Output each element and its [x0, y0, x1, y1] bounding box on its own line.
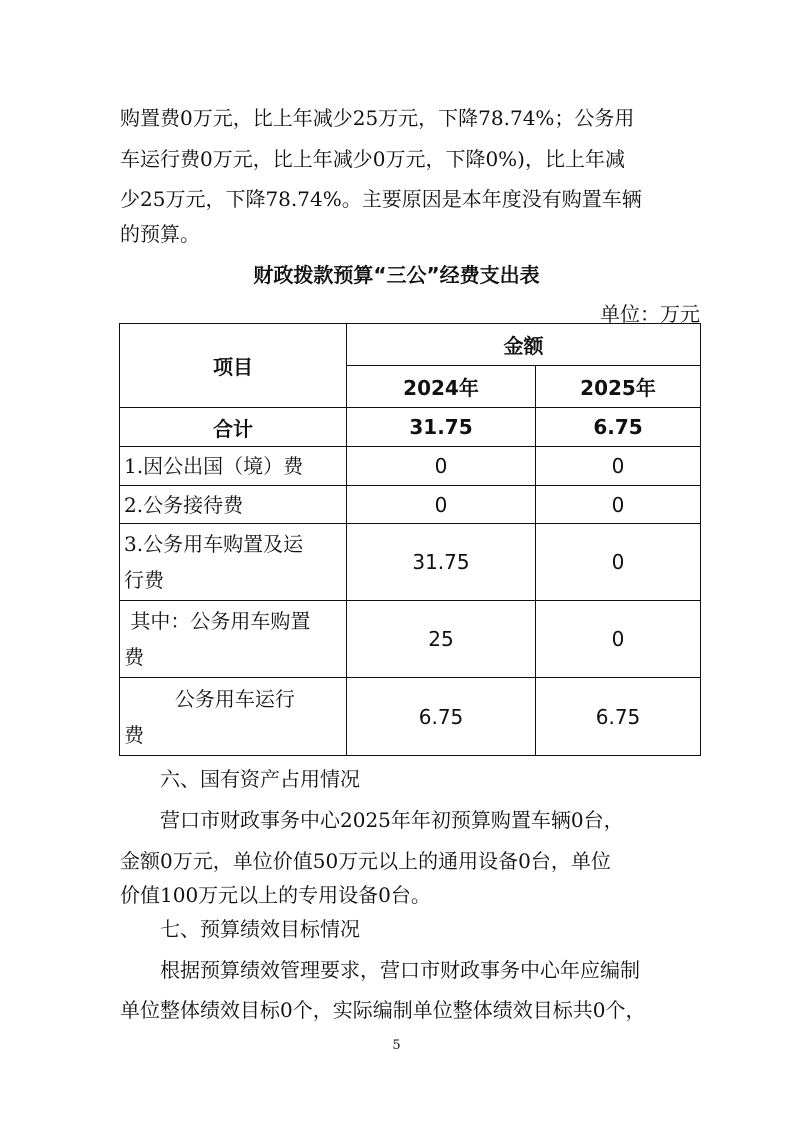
row-value-2024: 0: [347, 447, 536, 486]
text-line: 的预算。: [120, 222, 200, 246]
header-year-2025: 2025年: [536, 366, 701, 408]
text-line: 营口市财政事务中心2025年年初预算购置车辆0台，: [160, 808, 624, 832]
table-row: [120, 486, 701, 524]
header-year-2024: 2024年: [347, 366, 536, 408]
row-label-line: 费: [124, 645, 144, 669]
table-row: [120, 447, 701, 486]
row-value-2024: 6.75: [347, 678, 536, 756]
row-label: 2.公务接待费: [120, 486, 347, 524]
row-label-line: 费: [124, 722, 144, 747]
table-row: [120, 601, 701, 678]
section-heading: 六、国有资产占用情况: [160, 767, 360, 791]
three-public-expenses-table: [119, 323, 701, 756]
text-line: 购置费0万元，比上年减少25万元，下降78.74%；公务用: [120, 106, 635, 130]
table-row-total: [120, 408, 701, 447]
row-value-2025: 6.75: [536, 678, 701, 756]
row-label-line: 其中：公务用车购置: [124, 609, 311, 633]
row-value-2024: 31.75: [347, 524, 536, 601]
table-row: [120, 678, 701, 756]
row-label: [120, 601, 347, 678]
row-label-line: 行费: [124, 568, 164, 592]
total-label: 合计: [120, 408, 347, 447]
total-2025: 6.75: [536, 408, 701, 447]
total-2024: 31.75: [347, 408, 536, 447]
row-value-2025: 0: [536, 524, 701, 601]
row-label: [120, 678, 347, 756]
row-value-2025: 0: [536, 447, 701, 486]
text-line: 车运行费0万元，比上年减少0万元，下降0%)，比上年减: [120, 147, 625, 171]
row-label: [120, 524, 347, 601]
unit-label: 单位：万元: [600, 302, 700, 326]
table-row: [120, 524, 701, 601]
header-amount: 金额: [347, 324, 701, 366]
row-value-2025: 0: [536, 601, 701, 678]
row-label-line: 3.公务用车购置及运: [124, 532, 304, 556]
row-label: 1.因公出国（境）费: [120, 447, 347, 486]
text-line: 价值100万元以上的专用设备0台。: [120, 883, 431, 907]
row-value-2025: 0: [536, 486, 701, 524]
text-line: 根据预算绩效管理要求，营口市财政事务中心年应编制: [160, 958, 640, 982]
header-item: 项目: [120, 324, 347, 408]
page-number: 5: [392, 1038, 401, 1053]
row-label-line: 公务用车运行: [124, 686, 295, 711]
text-line: 少25万元，下降78.74%。主要原因是本年度没有购置车辆: [120, 187, 642, 211]
text-line: 单位整体绩效目标0个，实际编制单位整体绩效目标共0个，: [120, 998, 646, 1022]
table-title: 财政拨款预算“三公”经费支出表: [253, 263, 540, 287]
row-value-2024: 0: [347, 486, 536, 524]
section-heading: 七、预算绩效目标情况: [160, 917, 360, 941]
text-line: 金额0万元，单位价值50万元以上的通用设备0台，单位: [120, 849, 611, 873]
row-value-2024: 25: [347, 601, 536, 678]
